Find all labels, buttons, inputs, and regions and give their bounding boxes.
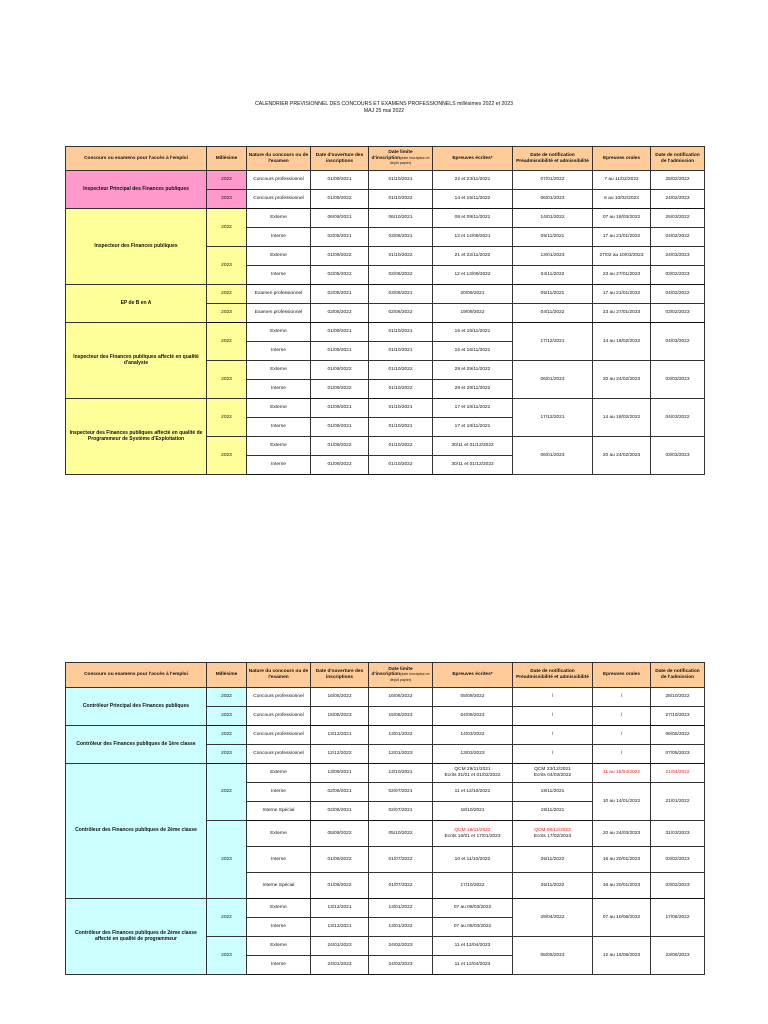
table-row	[66, 323, 705, 342]
cell: Externe	[247, 399, 311, 418]
cell: 20/09/2021	[433, 285, 513, 304]
cell: /	[513, 688, 593, 707]
cell: Externe	[247, 209, 311, 228]
cell: 01/10/2021	[369, 399, 433, 418]
cell: 21/04/2022	[651, 764, 705, 783]
cell: 03/06/2021	[369, 285, 433, 304]
millesime-cell: 2023	[207, 707, 247, 726]
cell: 01/06/2022	[311, 847, 369, 873]
millesime-cell: 2022	[207, 399, 247, 437]
cell: 11 et 12/10/2021	[433, 783, 513, 802]
cell: 24/02/2023	[651, 190, 705, 209]
cell	[433, 764, 513, 783]
cell: 01/09/2022	[311, 247, 369, 266]
cell: 01/10/2021	[369, 171, 433, 190]
ecrites-line: QCM 16/11/2022	[454, 827, 491, 833]
cell: 06/09/2021	[311, 209, 369, 228]
table-row	[66, 171, 705, 190]
cell: Examen professionnel	[247, 285, 311, 304]
cell: 19/11/2021	[513, 802, 593, 821]
cell: Externe	[247, 899, 311, 918]
cell: 24/02/2023	[369, 956, 433, 975]
cell: 03/02/2023	[651, 873, 705, 899]
header-row	[66, 147, 705, 171]
millesime-cell: 2022	[207, 688, 247, 707]
table-row	[66, 899, 705, 918]
cell: 16 au 20/01/2023	[593, 873, 651, 899]
ecrites-line: Ecrits 31/01 et 01/02/2022	[444, 773, 501, 778]
cell: 07 au 18/03/2022	[593, 209, 651, 228]
cell: Interne	[247, 266, 311, 285]
calendar-table-1	[65, 146, 705, 475]
cell: 02/07/2021	[369, 783, 433, 802]
cell: 05/09/2022	[311, 821, 369, 847]
group-name: Contrôleur des Finances publiques de 2ème classe affecté en qualité de programmeur	[66, 899, 207, 975]
notif-line: Ecrits 17/02/2023	[533, 833, 572, 839]
cell: 02/06/2022	[369, 304, 433, 323]
col-header-orales: Epreuves orales	[593, 663, 651, 688]
cell: 12 et 13/09/2022	[433, 266, 513, 285]
cell: 13/01/2022	[369, 899, 433, 918]
col-header-notif-pre: Date de notification Préadmissibilité et admissibilité	[513, 147, 593, 171]
cell: 01/10/2022	[369, 190, 433, 209]
cell: 14 au 18/02/2022	[593, 399, 651, 437]
limite-sub-label: (date inscription et dépôt papier)	[389, 155, 430, 166]
cell: 13/09/2021	[311, 764, 369, 783]
cell: /	[513, 726, 593, 745]
cell: 02/05/2021	[311, 285, 369, 304]
cell: 13/12/2021	[311, 899, 369, 918]
cell: 23 au 27/01/2023	[593, 304, 651, 323]
cell: Interne	[247, 418, 311, 437]
cell: 14/01/2022	[513, 209, 593, 228]
millesime-cell: 2022	[207, 726, 247, 745]
cell: 10 au 14/01/2022	[593, 783, 651, 821]
cell: Interne	[247, 228, 311, 247]
millesime-cell: 2022	[207, 209, 247, 247]
cell: 01/09/2022	[311, 190, 369, 209]
cell: Concours professionnel	[247, 745, 311, 764]
cell: 28/10/2022	[651, 688, 705, 707]
col-header-ouverture: Date d'ouverture des inscriptions	[311, 663, 369, 688]
cell: 07 au 08/03/2022	[433, 918, 513, 937]
cell: 11 au 15/04/2022	[593, 764, 651, 783]
cell: 20 au 24/02/2023	[593, 361, 651, 399]
cell: 23/06/2023	[651, 937, 705, 975]
cell: 29/04/2022	[513, 899, 593, 937]
cell: 01/10/2022	[369, 437, 433, 456]
millesime-cell: 2022	[207, 899, 247, 937]
cell: 01/09/2021	[311, 323, 369, 342]
cell: 06/01/2023	[513, 190, 593, 209]
cell: 23 au 27/01/2023	[593, 266, 651, 285]
cell: 12 au 16/06/2023	[593, 937, 651, 975]
cell: 17 au 21/01/2022	[593, 228, 651, 247]
cell: 17 au 21/01/2022	[593, 285, 651, 304]
cell: 07 au 10/06/2022	[593, 899, 651, 937]
millesime-cell: 2023	[207, 745, 247, 764]
group-name: EP de B en A	[66, 285, 207, 323]
title-line-2: MAJ 25 mai 2022	[363, 107, 405, 114]
cell: 06/05/2022	[651, 726, 705, 745]
cell: Interne	[247, 847, 311, 873]
table-row	[66, 764, 705, 783]
cell: Externe	[247, 247, 311, 266]
table-row	[66, 399, 705, 418]
cell: 03/02/2023	[651, 847, 705, 873]
cell: /	[513, 745, 593, 764]
cell: Interne	[247, 456, 311, 475]
cell: 11 et 12/04/2023	[433, 937, 513, 956]
cell: 16/06/2022	[369, 688, 433, 707]
limite-sub-label: (date inscription et dépôt papier)	[389, 672, 430, 682]
cell: /	[513, 707, 593, 726]
cell: 02/07/2021	[369, 802, 433, 821]
cell: 04/02/2022	[651, 228, 705, 247]
millesime-cell: 2023	[207, 361, 247, 399]
col-header-millesime: Millésime	[207, 663, 247, 688]
cell: 01/10/2021	[369, 342, 433, 361]
cell	[513, 821, 593, 847]
cell: 01/09/2022	[311, 380, 369, 399]
cell: 21/01/2022	[651, 783, 705, 821]
cell: /	[593, 688, 651, 707]
col-header-ouverture: Date d'ouverture des inscriptions	[311, 147, 369, 171]
cell: Externe	[247, 764, 311, 783]
cell: 17/12/2021	[513, 399, 593, 437]
group-name: Inspecteur des Finances publiques affecté en qualité de Programmeur de Système d'Exploitation	[66, 399, 207, 475]
group-name: Inspecteur des Finances publiques	[66, 209, 207, 285]
cell: 01/10/2022	[369, 247, 433, 266]
cell: 13/01/2022	[369, 918, 433, 937]
table-row	[66, 688, 705, 707]
cell: 03/06/2021	[369, 228, 433, 247]
cell: 30/11 et 01/12/2022	[433, 437, 513, 456]
cell: 01/09/2021	[311, 399, 369, 418]
cell: 01/10/2021	[369, 323, 433, 342]
cell: Interne	[247, 342, 311, 361]
cell: 25/11/2022	[513, 873, 593, 899]
col-header-concours: Concours ou examens pour l'accès à l'emploi	[66, 147, 207, 171]
millesime-cell: 2023	[207, 190, 247, 209]
cell: Interne Spécial	[247, 802, 311, 821]
cell: 15/05/2023	[311, 707, 369, 726]
cell: 27/02 au 10/03/2023	[593, 247, 651, 266]
cell: 10 et 11/10/2022	[433, 847, 513, 873]
title-line-1: CALENDRIER PREVISIONNEL DES CONCOURS ET EXAMENS PROFESSIONNELS millésimes 2022 et 2023	[254, 101, 513, 107]
table-row	[66, 285, 705, 304]
cell: 07/05/2023	[651, 745, 705, 764]
cell: 04/11/2022	[513, 304, 593, 323]
cell: Concours professionnel	[247, 726, 311, 745]
cell: 30/11 et 01/12/2022	[433, 456, 513, 475]
cell: 01/07/2022	[369, 847, 433, 873]
cell: 05/05/2023	[513, 937, 593, 975]
cell: 01/09/2022	[311, 456, 369, 475]
cell: 02/05/2022	[311, 304, 369, 323]
table-row	[66, 726, 705, 745]
calendar-table-2	[65, 662, 705, 975]
cell: 17 et 18/11/2021	[433, 418, 513, 437]
cell: 06/01/2023	[513, 437, 593, 475]
cell: 15 et 16/11/2021	[433, 323, 513, 342]
cell: 01/09/2021	[311, 418, 369, 437]
cell: 13/03/2023	[433, 745, 513, 764]
cell: 01/10/2021	[369, 418, 433, 437]
cell: 13/01/2023	[513, 247, 593, 266]
cell: 24/01/2023	[311, 956, 369, 975]
cell: Interne	[247, 380, 311, 399]
cell: 13/10/2021	[369, 764, 433, 783]
cell: 22 et 23/11/2021	[433, 171, 513, 190]
cell: Externe	[247, 323, 311, 342]
millesime-cell: 2023	[207, 437, 247, 475]
cell: 20 au 24/02/2023	[593, 437, 651, 475]
millesime-cell: 2022	[207, 323, 247, 361]
cell: /	[593, 726, 651, 745]
cell: 01/09/2021	[311, 171, 369, 190]
cell: 15 et 16/11/2021	[433, 342, 513, 361]
col-header-concours: Concours ou examens pour l'accès à l'emploi	[66, 663, 207, 688]
cell: 16 au 20/01/2023	[593, 847, 651, 873]
cell: 11 et 12/04/2023	[433, 956, 513, 975]
document-title	[0, 101, 768, 114]
cell: 05/11/2021	[513, 285, 593, 304]
cell: Interne	[247, 783, 311, 802]
cell: 27/10/2023	[651, 707, 705, 726]
cell: 14/03/2022	[433, 726, 513, 745]
cell: 13/12/2021	[311, 726, 369, 745]
cell: 21 et 22/11/2022	[433, 247, 513, 266]
col-header-nature: Nature du concours ou de l'examen	[247, 663, 311, 688]
cell: 18/10/2021	[433, 802, 513, 821]
col-header-notif-adm: Date de notification de l'admission	[651, 663, 705, 688]
cell: Examen professionnel	[247, 304, 311, 323]
cell: 02/05/2022	[311, 266, 369, 285]
cell: 01/09/2022	[311, 437, 369, 456]
millesime-cell: 2023	[207, 247, 247, 285]
header-row	[66, 663, 705, 688]
cell: Concours professionnel	[247, 190, 311, 209]
cell: 04/11/2022	[513, 266, 593, 285]
cell: 02/06/2022	[369, 266, 433, 285]
cell: 03/02/2023	[651, 304, 705, 323]
cell: Concours professionnel	[247, 688, 311, 707]
col-header-ecrites: Epreuves écrites*	[433, 147, 513, 171]
cell: 24/01/2023	[311, 937, 369, 956]
cell: Externe	[247, 361, 311, 380]
cell: 17/12/2021	[513, 323, 593, 361]
cell: 12/01/2023	[369, 745, 433, 764]
cell: 04/02/2022	[651, 285, 705, 304]
cell: 17/10/2022	[433, 873, 513, 899]
notif-line: QCM 09/12/2022	[534, 827, 571, 833]
cell: 7 au 11/02/2022	[593, 171, 651, 190]
col-header-limite	[369, 663, 433, 688]
cell: 01/09/2021	[311, 342, 369, 361]
cell: 25/11/2022	[513, 847, 593, 873]
cell: 25/03/2022	[651, 209, 705, 228]
millesime-cell: 2023	[207, 304, 247, 323]
col-header-orales: Epreuves orales	[593, 147, 651, 171]
cell: Interne Spécial	[247, 873, 311, 899]
col-header-notif-pre: Date de notification Préadmissibilité et admissibilité	[513, 663, 593, 688]
cell: 01/07/2022	[369, 873, 433, 899]
cell: 04/03/2022	[651, 323, 705, 361]
cell: 12/12/2022	[311, 745, 369, 764]
group-name: Inspecteur Principal des Finances publiques	[66, 171, 207, 209]
cell: 01/10/2022	[369, 361, 433, 380]
cell: 05/09/2022	[433, 688, 513, 707]
millesime-cell: 2022	[207, 764, 247, 821]
millesime-cell: 2022	[207, 285, 247, 304]
cell: 03/03/2023	[651, 437, 705, 475]
cell: 07/01/2022	[513, 171, 593, 190]
col-header-ecrites: Epreuves écrites*	[433, 663, 513, 688]
millesime-cell: 2023	[207, 821, 247, 899]
cell: 13/01/2022	[369, 726, 433, 745]
cell: 13 et 14/09/2021	[433, 228, 513, 247]
cell: 15/06/2023	[369, 707, 433, 726]
cell: /	[593, 707, 651, 726]
cell: 02/06/2021	[311, 783, 369, 802]
table-row	[66, 209, 705, 228]
cell: 13/12/2021	[311, 918, 369, 937]
cell	[513, 764, 593, 783]
cell: 01/10/2022	[369, 456, 433, 475]
cell: 02/05/2021	[311, 228, 369, 247]
cell: 02/06/2021	[311, 802, 369, 821]
cell: 03/03/2023	[651, 361, 705, 399]
cell: 08 et 09/11/2021	[433, 209, 513, 228]
col-header-nature: Nature du concours ou de l'examen	[247, 147, 311, 171]
cell: Externe	[247, 437, 311, 456]
cell: 01/10/2022	[369, 380, 433, 399]
cell: 01/06/2022	[311, 873, 369, 899]
cell: 05/11/2021	[513, 228, 593, 247]
cell: 24/02/2023	[369, 937, 433, 956]
cell: Concours professionnel	[247, 707, 311, 726]
cell: 03/02/2023	[651, 266, 705, 285]
millesime-cell: 2023	[207, 937, 247, 975]
cell: Interne	[247, 918, 311, 937]
cell: 14 au 18/02/2022	[593, 323, 651, 361]
cell: /	[593, 745, 651, 764]
cell: 28 et 29/11/2022	[433, 380, 513, 399]
col-header-limite	[369, 147, 433, 171]
cell: 28 et 29/11/2022	[433, 361, 513, 380]
cell: 25/02/2022	[651, 171, 705, 190]
cell: 17 et 18/11/2021	[433, 399, 513, 418]
cell: 04/09/2023	[433, 707, 513, 726]
limite-label: Date limite d'inscription	[371, 150, 413, 161]
cell: 19/11/2021	[513, 783, 593, 802]
group-name: Inspecteur des Finances publiques affecté en qualité d'analyste	[66, 323, 207, 399]
cell: 01/09/2022	[311, 361, 369, 380]
cell: 07 au 08/03/2022	[433, 899, 513, 918]
group-name: Contrôleur des Finances publiques de 2ème classe	[66, 764, 207, 899]
group-name: Contrôleur Principal des Finances publiques	[66, 688, 207, 726]
notif-line: QCM 23/12/2021	[534, 767, 571, 773]
cell: Externe	[247, 821, 311, 847]
cell: 06/10/2021	[369, 209, 433, 228]
cell: 24/03/2023	[651, 247, 705, 266]
cell: 6 au 10/02/2023	[593, 190, 651, 209]
group-name: Contrôleur des Finances publiques de 1ère classe	[66, 726, 207, 764]
col-header-notif-adm: Date de notification de l'admission	[651, 147, 705, 171]
cell	[433, 821, 513, 847]
cell: Concours professionnel	[247, 171, 311, 190]
limite-label: Date limite d'inscription	[371, 666, 413, 678]
cell: Interne	[247, 956, 311, 975]
cell: 31/03/2023	[651, 821, 705, 847]
ecrites-line: QCM 29/11/2021	[454, 767, 491, 773]
cell: 16/05/2022	[311, 688, 369, 707]
cell: 04/03/2022	[651, 399, 705, 437]
cell: 06/01/2023	[513, 361, 593, 399]
millesime-cell: 2022	[207, 171, 247, 190]
cell: 17/06/2022	[651, 899, 705, 937]
ecrites-line: Ecrits 16/01 et 17/01/2023	[444, 833, 501, 839]
col-header-millesime: Millésime	[207, 147, 247, 171]
cell: 19/09/2022	[433, 304, 513, 323]
cell: 05/10/2022	[369, 821, 433, 847]
cell: 20 au 24/03/2023	[593, 821, 651, 847]
notif-line: Ecrits 04/03/2022	[533, 773, 572, 778]
cell: 14 et 15/11/2022	[433, 190, 513, 209]
cell: Externe	[247, 937, 311, 956]
